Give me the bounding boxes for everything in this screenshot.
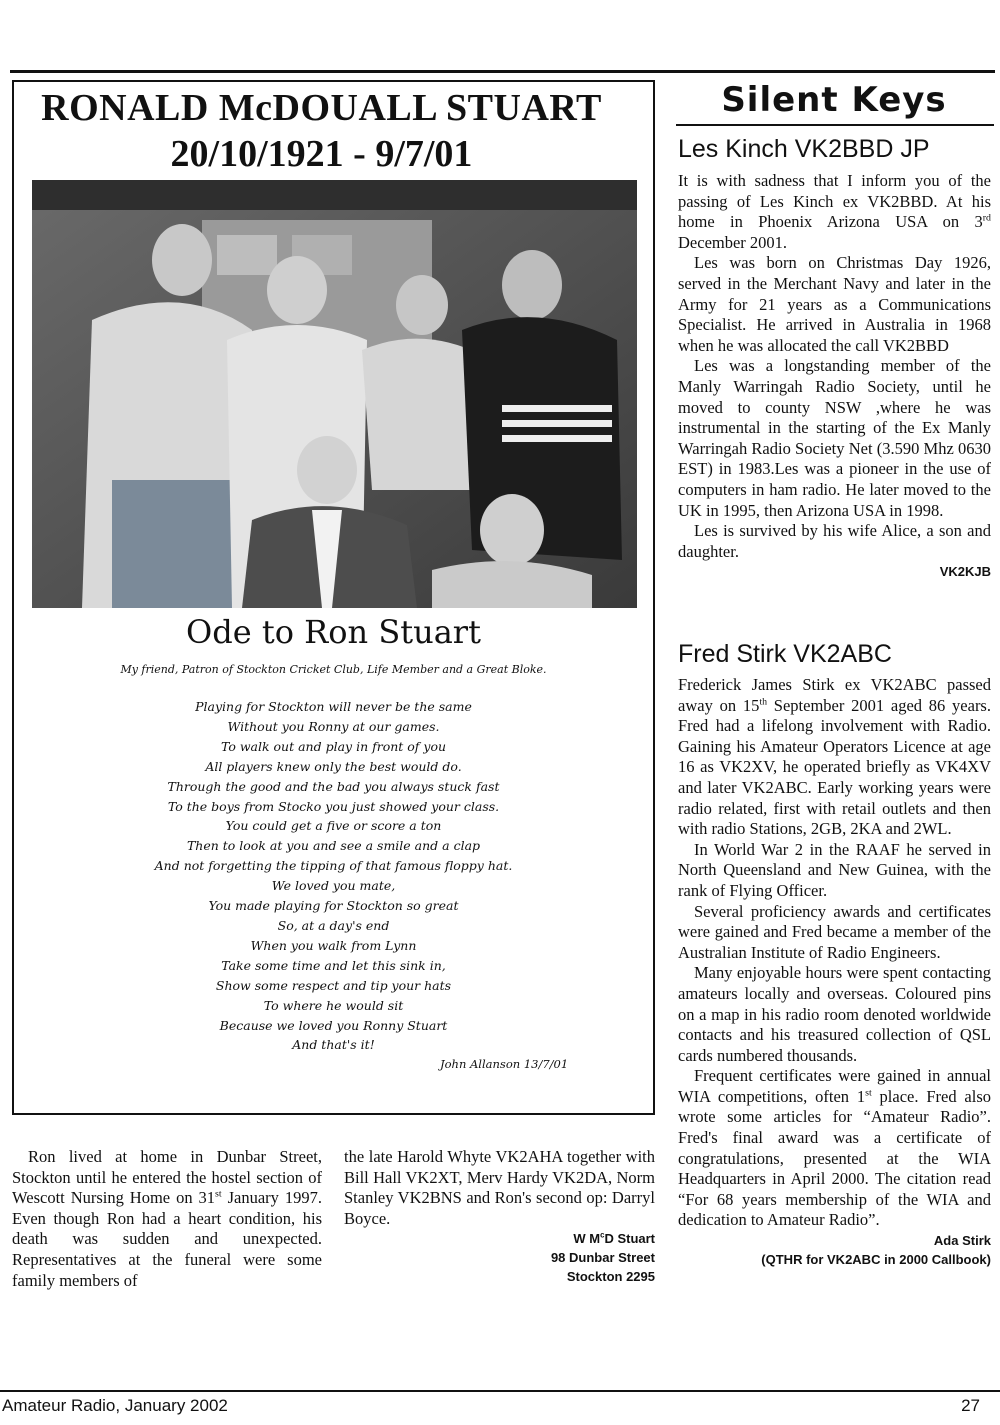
stirk-signature: Ada Stirk — [933, 1233, 991, 1249]
superscript: st — [215, 1188, 222, 1200]
poem-line: All players knew only the best would do. — [205, 758, 462, 774]
body-text: December 2001. — [678, 232, 788, 252]
poem-line: To walk out and play in front of you — [220, 738, 447, 754]
tribute-body-right — [344, 1147, 655, 1286]
stirk-article — [678, 675, 991, 1269]
superscript: rd — [982, 212, 991, 224]
body-text: Many enjoyable hours were spent contacting amateurs locally and overseas. Coloured pins on a map in his radio room denoted worldwide contacts and his treasured collection of QSL cards numbered thousands. — [678, 963, 991, 1065]
body-text: It is with sadness that I inform you of the passing of Les Kinch ex VK2BBD. At his home in Phoenix Arizona USA on 3 — [678, 171, 991, 232]
poem-line: And that's it! — [292, 1037, 375, 1053]
kinch-signature: VK2KJB — [939, 564, 991, 580]
body-text: the late Harold Whyte VK2AHA together with Bill Hall VK2XT, Merv Hardy VK2DA, Norm Stanley VK2BNS and Ron's second op: Darryl Boyce. — [344, 1147, 655, 1228]
body-text: Les was a longstanding member of the Manly Warringah Radio Society, until he moved to county NSW ,where he was instrumental in the starting of the Ex Manly Warringah Radio Society Net (3.590 Mhz 0630 EST) in 1983.Les was a pioneer in the use of computers in ham radio. He later moved to the UK in 1995, then Arizona USA in 1998. — [678, 356, 991, 520]
poem-line: Through the good and the bad you always stuck fast — [167, 778, 500, 794]
tribute-dates: 20/10/1921 - 9/7/01 — [170, 133, 473, 175]
poem-line: When you walk from Lynn — [250, 937, 417, 953]
poem-line: Show some respect and tip your hats — [215, 977, 452, 993]
poem-line: Playing for Stockton will never be the same — [195, 699, 472, 714]
ode-subtitle: My friend, Patron of Stockton Cricket Club, Life Member and a Great Bloke. — [120, 663, 547, 676]
stirk-signature-note: (QTHR for VK2ABC in 2000 Callbook) — [761, 1252, 991, 1268]
superscript: st — [865, 1087, 872, 1099]
body-text: Frederick James Stirk ex VK2ABC passed away on 15 — [678, 675, 991, 715]
body-text: Les is survived by his wife Alice, a son and daughter. — [678, 521, 991, 561]
tribute-body-left — [12, 1147, 322, 1291]
superscript: th — [759, 696, 768, 708]
author-address: 98 Dunbar Street — [550, 1250, 655, 1266]
poem-line: And not forgetting the tipping of that famous floppy hat. — [154, 858, 513, 874]
kinch-heading: Les Kinch VK2BBD JP — [678, 135, 930, 163]
top-rule — [10, 70, 995, 73]
body-text: Several proficiency awards and certificates were gained and Fred became a member of the Australian Institute of Radio Engineers. — [678, 901, 991, 962]
publication-name: Amateur Radio, January 2002 — [2, 1396, 228, 1415]
body-text: Les was born on Christmas Day 1926, served in the Merchant Navy and later in the Army for 21 years as a Communications Specialist. He arrived in Australia in 1968 when he was allocated the call VK2BBD — [678, 253, 991, 355]
body-text: Ron lived at home in Dunbar Street, Stockton until he entered the hostel section of Wescott Nursing Home on 31 — [12, 1147, 322, 1208]
section-title: Silent Keys — [721, 80, 947, 120]
poem-line: We loved you mate, — [271, 878, 396, 894]
poem-line: To the boys from Stocko you just showed your class. — [167, 798, 500, 814]
poem-line: Without you Ronny at our games. — [227, 718, 440, 734]
tribute-title: RONALD McDOUALL STUART — [41, 87, 602, 129]
stirk-heading: Fred Stirk VK2ABC — [678, 640, 892, 668]
page-number: 27 — [961, 1396, 980, 1415]
body-text: place. Fred also wrote some articles for “Amateur Radio”. Fred's final award was a certificate of congratulations, presented at the WIA Headquarters in April 2000. The citation read “For 68 years membership of the WIA and dedication to Amateur Radio”. — [678, 1086, 991, 1230]
body-text: In World War 2 in the RAAF he served in North Queensland and New Guinea, with the rank of Flying Officer. — [678, 839, 991, 900]
poem — [12, 697, 655, 1055]
kinch-article — [678, 171, 991, 581]
section-rule — [676, 124, 994, 126]
poem-line: So, at a day's end — [277, 917, 390, 933]
poem-line: You made playing for Stockton so great — [208, 898, 459, 914]
poem-line: Then to look at you and see a smile and a clap — [186, 838, 481, 854]
poem-line: To where he would sit — [263, 997, 404, 1013]
footer-rule — [0, 1390, 1000, 1392]
ode-title: Ode to Ron Stuart — [186, 613, 481, 651]
body-text: January 1997. Even though Ron had a heart condition, his death was sudden and unexpected. Representatives at the funeral were some family members of — [12, 1188, 322, 1290]
group-photo — [32, 180, 637, 608]
body-text: September 2001 aged 86 years. Fred had a lifelong involvement with Radio. Gaining his Amateur Operators Licence at age 16 as VK2XV, he operated briefly as VK4XV and later VK2ABC. Early working years were radio related, first with retail outlets and then with radio Stations, 2GB, 2KA and 2WL. — [678, 695, 991, 839]
poem-signature: John Allanson 13/7/01 — [440, 1057, 569, 1071]
author-city: Stockton 2295 — [566, 1269, 655, 1285]
author-signature: W $M^cD$ Stuart — [573, 1231, 655, 1247]
poem-line: You could get a five or score a ton — [225, 818, 442, 834]
body-text: Frequent certificates were gained in annual WIA competitions, often 1 — [678, 1066, 991, 1106]
poem-line: Take some time and let this sink in, — [221, 957, 446, 973]
poem-line: Because we loved you Ronny Stuart — [219, 1017, 448, 1033]
